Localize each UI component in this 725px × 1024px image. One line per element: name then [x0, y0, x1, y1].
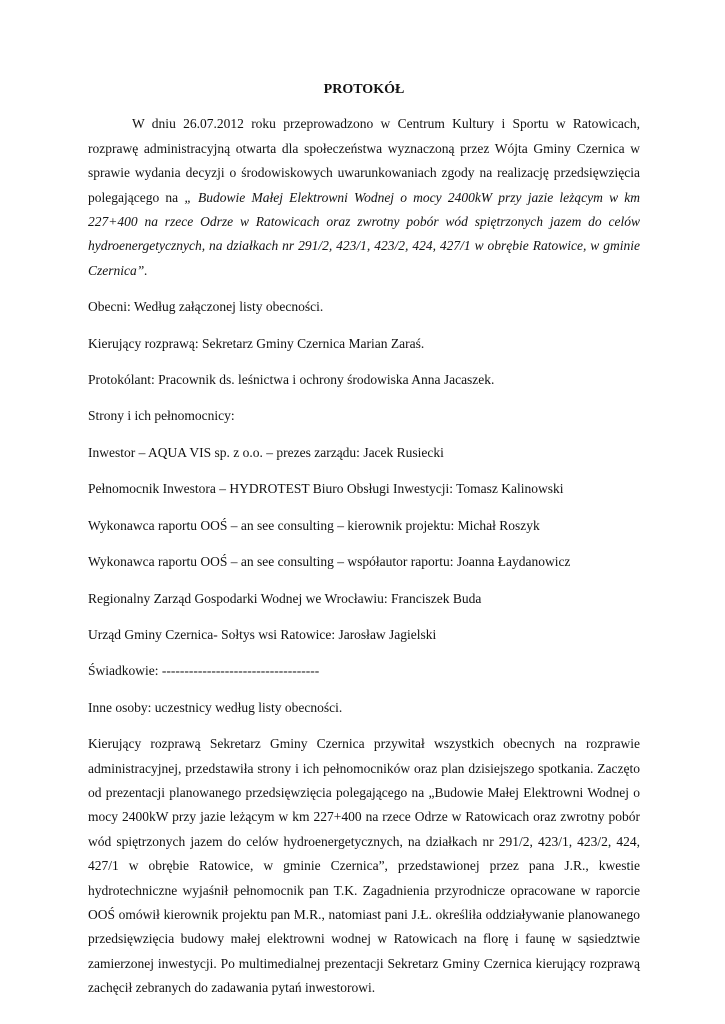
report-coauthor-line: Wykonawca raportu OOŚ – an see consulting – współautor raportu: Joanna Łaydanowicz [88, 554, 571, 570]
chair-line: Kierujący rozprawą: Sekretarz Gminy Czernica Marian Zaraś. [88, 335, 425, 351]
report-author-line: Wykonawca raportu OOŚ – an see consulting – kierownik projektu: Michał Roszyk [88, 517, 540, 533]
document-title: PROTOKÓŁ [323, 82, 405, 97]
other-persons-line: Inne osoby: uczestnicy według listy obecności. [88, 699, 343, 715]
parties-heading: Strony i ich pełnomocnicy: [88, 408, 235, 424]
recorder-line: Protokólant: Pracownik ds. leśnictwa i ochrony środowiska Anna Jacaszek. [88, 372, 495, 388]
witnesses-line: Świadkowie: ----------------------------------- [88, 663, 320, 679]
intro-paragraph [88, 112, 640, 283]
closing-paragraph: Kierujący rozprawą Sekretarz Gminy Czernica przywitał wszystkich obecnych na rozprawie administracyjnej, przedstawiła strony i ich pełnomocników oraz plan dzisiejszego spotkania. Zaczęto od prezentacji planowanego przedsięwzięcia polegającego na „Budowie Małej Elektrowni Wodnej o mocy 2400kW przy jazie leżącym w km 227+400 na rzece Odrze w Ratowicach oraz zwrotny pobór wód spiętrzonych jazem do celów hydroenergetycznych, na działkach nr 291/2, 423/1, 423/2, 424, 427/1 w obrębie Ratowice, w gminie Czernica”, przedstawionej przez pana J.R., kwestie hydrotechniczne wyjaśnił pełnomocnik pan T.K. Zagadnienia przyrodnicze opracowane w raporcie OOŚ omówił kierownik projektu pan M.R., natomiast pani J.Ł. określiła oddziaływanie planowanego przedsięwzięcia budowy małej elektrowni wodnej w Ratowicach na florę i faunę w sąsiedztwie zamierzonej inwestycji. Po multimedialnej prezentacji Sekretarz Gminy Czernica kierujący rozprawą zachęcił zebranych do zadawania pytań inwestorowi. [88, 736, 640, 996]
investor-line: Inwestor – AQUA VIS sp. z o.o. – prezes zarządu: Jacek Rusiecki [88, 444, 444, 460]
water-board-line: Regionalny Zarząd Gospodarki Wodnej we Wrocławiu: Franciszek Buda [88, 590, 482, 606]
municipality-line: Urząd Gminy Czernica- Sołtys wsi Ratowice: Jarosław Jagielski [88, 626, 437, 642]
attendees-line: Obecni: Według załączonej listy obecności. [88, 299, 324, 315]
investor-representative-line: Pełnomocnik Inwestora – HYDROTEST Biuro Obsługi Inwestycji: Tomasz Kalinowski [88, 481, 564, 497]
intro-italic-text: „ Budowie Małej Elektrowni Wodnej o mocy 2400kW przy jazie leżącym w km 227+400 na rzece Odrze w Ratowicach oraz zwrotny pobór wód spiętrzonych jazem do celów hydroenergetycznych, na działkach nr 291/2, 423/1, 423/2, 424, 427/1 w obrębie Ratowice, w gminie Czernica”. [88, 189, 640, 278]
document-page [88, 78, 640, 1001]
intro-lead-text: W dniu 26.07.2012 roku przeprowadzono w Centrum Kultury i Sportu w Ratowicach, rozprawę administracyjną otwarta dla społeczeństwa wyznaczoną przez Wójta Gminy Czernica w sprawie wydania decyzji o środowiskowych uwarunkowaniach zgody na realizację przedsięwzięcia polegającego na [88, 116, 640, 205]
